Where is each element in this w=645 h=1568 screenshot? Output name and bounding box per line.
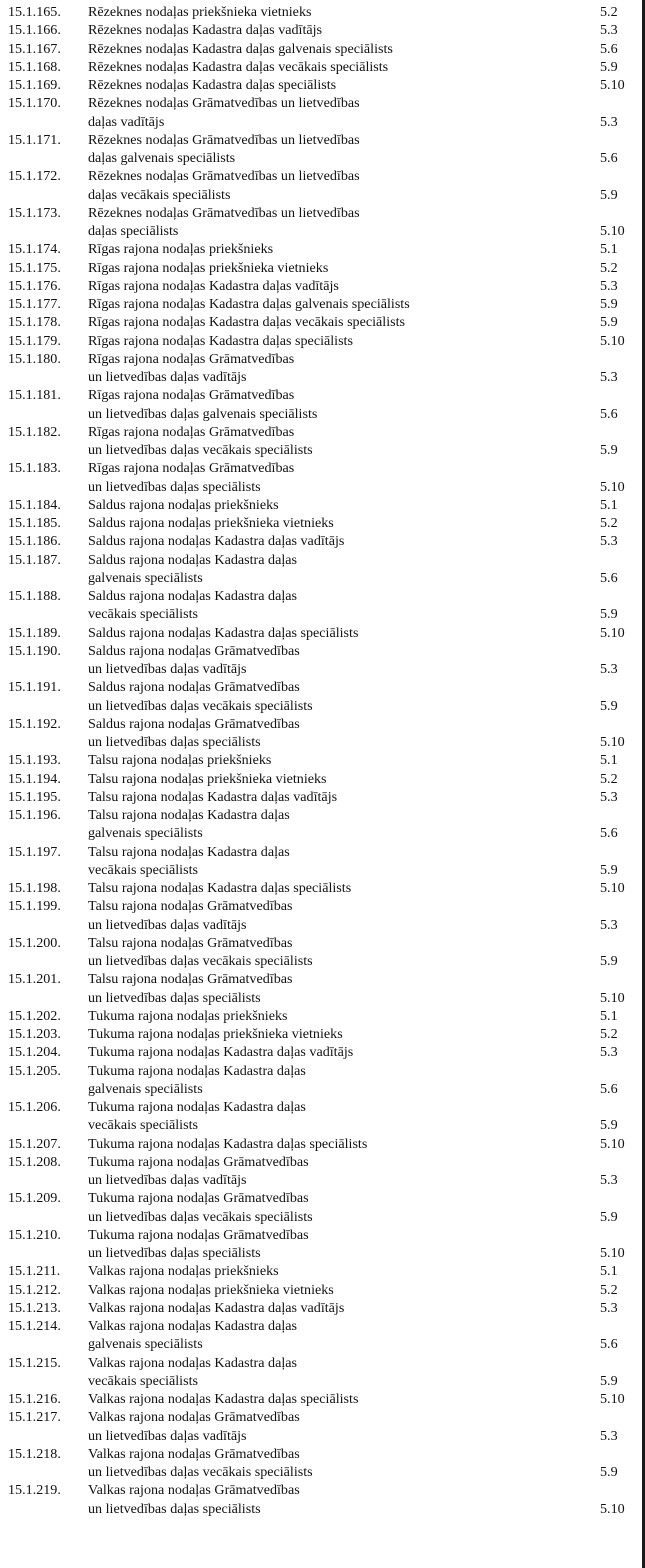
salary-group-code: 5.2 [600, 4, 618, 20]
salary-group-code: 5.2 [600, 770, 618, 787]
list-item [0, 514, 645, 532]
salary-group-code: 5.2 [600, 1281, 618, 1298]
salary-group-code: 5.6 [600, 1080, 618, 1097]
item-number: 15.1.217. [8, 1409, 61, 1426]
list-item [0, 1262, 645, 1280]
list-item [0, 1153, 645, 1190]
salary-group-code: 5.9 [600, 1117, 618, 1134]
salary-group-code: 5.3 [600, 533, 618, 550]
position-title: Rīgas rajona nodaļas Grāmatvedības un lietvedības daļas vecākais speciālists [88, 423, 313, 458]
position-title: Saldus rajona nodaļas Kadastra daļas vecākais speciālists [88, 588, 297, 623]
item-number: 15.1.180. [8, 350, 61, 367]
position-title: Tukuma rajona nodaļas Grāmatvedības un lietvedības daļas vecākais speciālists [88, 1190, 313, 1225]
salary-group-code: 5.10 [600, 223, 625, 239]
item-number: 15.1.185. [8, 515, 61, 531]
item-number: 15.1.193. [8, 752, 61, 769]
salary-group-code: 5.3 [600, 277, 618, 294]
salary-group-code: 5.9 [600, 1464, 618, 1480]
list-item [0, 76, 645, 94]
item-number: 15.1.178. [8, 314, 61, 331]
list-item [0, 295, 645, 313]
list-item [0, 587, 645, 624]
item-number: 15.1.172. [8, 168, 61, 185]
position-title: Rēzeknes nodaļas Grāmatvedības un lietvedības daļas vecākais speciālists [88, 168, 360, 203]
position-title: Tukuma rajona nodaļas Kadastra daļas vecākais speciālists [88, 1099, 306, 1134]
salary-group-code: 5.1 [600, 1007, 618, 1024]
salary-group-code: 5.9 [600, 314, 618, 331]
salary-group-code: 5.3 [600, 369, 618, 385]
position-title: Talsu rajona nodaļas Kadastra daļas vecākais speciālists [88, 843, 290, 878]
item-number: 15.1.196. [8, 807, 61, 823]
list-item [0, 624, 645, 642]
salary-group-code: 5.6 [600, 825, 618, 842]
list-item [0, 806, 645, 843]
position-title: Rēzeknes nodaļas Kadastra daļas vadītājs [88, 22, 323, 39]
salary-group-code: 5.3 [600, 1299, 618, 1316]
item-number: 15.1.169. [8, 77, 61, 93]
list-item [0, 970, 645, 1007]
item-number: 15.1.183. [8, 460, 61, 477]
position-title: Rīgas rajona nodaļas priekšnieks [88, 241, 274, 258]
list-item [0, 879, 645, 897]
item-number: 15.1.212. [8, 1281, 61, 1298]
list-item [0, 1390, 645, 1408]
salary-group-code: 5.1 [600, 1263, 618, 1280]
list-item [0, 788, 645, 806]
position-title: Valkas rajona nodaļas Grāmatvedības un lietvedības daļas vadītājs [88, 1409, 300, 1444]
salary-group-code: 5.3 [600, 1044, 618, 1061]
position-title: Rīgas rajona nodaļas Grāmatvedības un lietvedības daļas galvenais speciālists [88, 387, 318, 422]
list-item [0, 1408, 645, 1445]
position-title: Talsu rajona nodaļas priekšnieks [88, 752, 272, 769]
salary-group-code: 5.10 [600, 1391, 625, 1407]
position-title: Tukuma rajona nodaļas Kadastra daļas vadītājs [88, 1044, 354, 1061]
list-item [0, 1062, 645, 1099]
position-title: Tukuma rajona nodaļas Grāmatvedības un lietvedības daļas vadītājs [88, 1153, 309, 1188]
list-item [0, 3, 645, 21]
position-title: Saldus rajona nodaļas priekšnieka vietnieks [88, 515, 334, 531]
list-item [0, 259, 645, 277]
item-number: 15.1.179. [8, 332, 61, 349]
list-item [0, 496, 645, 514]
item-number: 15.1.184. [8, 496, 61, 513]
salary-group-code: 5.10 [600, 1500, 625, 1517]
list-item [0, 131, 645, 168]
position-title: Valkas rajona nodaļas Kadastra daļas vecākais speciālists [88, 1354, 297, 1389]
position-title: Valkas rajona nodaļas Kadastra daļas speciālists [88, 1391, 359, 1407]
item-number: 15.1.194. [8, 770, 61, 787]
position-title: Rēzeknes nodaļas Grāmatvedības un lietvedības daļas galvenais speciālists [88, 131, 360, 166]
salary-group-code: 5.10 [600, 989, 625, 1006]
salary-group-code: 5.9 [600, 296, 618, 312]
list-item [0, 21, 645, 39]
salary-group-code: 5.2 [600, 259, 618, 276]
position-title: Saldus rajona nodaļas Grāmatvedības un lietvedības daļas speciālists [88, 715, 300, 750]
item-number: 15.1.177. [8, 296, 61, 312]
position-title: Rīgas rajona nodaļas Grāmatvedības un lietvedības daļas speciālists [88, 460, 295, 495]
item-number: 15.1.192. [8, 715, 61, 732]
position-title: Rēzeknes nodaļas Kadastra daļas vecākais speciālists [88, 58, 389, 75]
item-number: 15.1.215. [8, 1354, 61, 1371]
position-title: Valkas rajona nodaļas Grāmatvedības un lietvedības daļas vecākais speciālists [88, 1445, 313, 1480]
position-title: Rīgas rajona nodaļas Kadastra daļas galvenais speciālists [88, 296, 410, 312]
list-item [0, 1043, 645, 1061]
item-number: 15.1.218. [8, 1445, 61, 1462]
item-number: 15.1.202. [8, 1007, 61, 1024]
salary-group-code: 5.10 [600, 734, 625, 750]
item-number: 15.1.201. [8, 971, 61, 988]
list-item [0, 642, 645, 679]
item-number: 15.1.176. [8, 277, 61, 294]
list-item [0, 1007, 645, 1025]
salary-group-code: 5.3 [600, 1427, 618, 1444]
position-title: Rīgas rajona nodaļas priekšnieka vietnieks [88, 259, 329, 276]
salary-group-code: 5.2 [600, 515, 618, 531]
position-title: Tukuma rajona nodaļas Kadastra daļas galvenais speciālists [88, 1062, 306, 1097]
salary-group-code: 5.10 [600, 1245, 625, 1261]
item-number: 15.1.187. [8, 551, 61, 568]
position-title: Valkas rajona nodaļas Kadastra daļas galvenais speciālists [88, 1318, 297, 1353]
salary-group-code: 5.9 [600, 442, 618, 458]
item-number: 15.1.213. [8, 1299, 61, 1316]
item-number: 15.1.182. [8, 423, 61, 440]
item-number: 15.1.195. [8, 788, 61, 805]
list-item [0, 1445, 645, 1482]
item-number: 15.1.208. [8, 1153, 61, 1170]
position-title: Rīgas rajona nodaļas Kadastra daļas speciālists [88, 332, 353, 349]
position-title: Valkas rajona nodaļas Kadastra daļas vadītājs [88, 1299, 345, 1316]
position-title: Talsu rajona nodaļas Kadastra daļas speciālists [88, 880, 352, 896]
position-title: Saldus rajona nodaļas Kadastra daļas vadītājs [88, 533, 345, 550]
item-number: 15.1.167. [8, 40, 61, 57]
list-item [0, 167, 645, 204]
item-number: 15.1.211. [8, 1263, 61, 1280]
salary-group-code: 5.1 [600, 496, 618, 513]
list-item [0, 423, 645, 460]
salary-group-code: 5.9 [600, 186, 618, 203]
item-number: 15.1.190. [8, 642, 61, 659]
item-number: 15.1.171. [8, 131, 61, 148]
list-item [0, 770, 645, 788]
salary-group-code: 5.6 [600, 40, 618, 57]
item-number: 15.1.219. [8, 1482, 61, 1499]
position-title: Valkas rajona nodaļas priekšnieka vietnieks [88, 1281, 334, 1298]
item-number: 15.1.210. [8, 1226, 61, 1243]
salary-group-code: 5.3 [600, 1172, 618, 1188]
list-item [0, 58, 645, 76]
position-title: Rīgas rajona nodaļas Kadastra daļas vecākais speciālists [88, 314, 405, 331]
item-number: 15.1.170. [8, 95, 61, 112]
item-number: 15.1.174. [8, 241, 61, 258]
salary-group-code: 5.1 [600, 241, 618, 258]
salary-group-code: 5.9 [600, 953, 618, 969]
list-item [0, 1226, 645, 1263]
position-title: Talsu rajona nodaļas Kadastra daļas vadītājs [88, 788, 338, 805]
list-item [0, 1317, 645, 1354]
list-item [0, 551, 645, 588]
salary-group-code: 5.1 [600, 752, 618, 769]
item-number: 15.1.207. [8, 1135, 61, 1152]
salary-group-code: 5.3 [600, 113, 618, 130]
item-number: 15.1.197. [8, 843, 61, 860]
list-item [0, 1135, 645, 1153]
salary-group-code: 5.9 [600, 697, 618, 714]
salary-group-code: 5.2 [600, 1026, 618, 1042]
position-title: Rēzeknes nodaļas Grāmatvedības un lietvedības daļas speciālists [88, 204, 360, 239]
item-number: 15.1.203. [8, 1026, 61, 1042]
item-number: 15.1.199. [8, 898, 61, 915]
list-item [0, 897, 645, 934]
position-title: Rēzeknes nodaļas Kadastra daļas galvenais speciālists [88, 40, 393, 57]
item-number: 15.1.166. [8, 22, 61, 39]
salary-group-code: 5.10 [600, 1135, 625, 1152]
position-title: Rēzeknes nodaļas priekšnieka vietnieks [88, 4, 312, 20]
list-item [0, 678, 645, 715]
list-item [0, 715, 645, 752]
salary-group-code: 5.3 [600, 788, 618, 805]
position-title: Saldus rajona nodaļas Grāmatvedības un lietvedības daļas vecākais speciālists [88, 679, 313, 714]
item-number: 15.1.168. [8, 58, 61, 75]
list-item [0, 313, 645, 331]
salary-group-code: 5.9 [600, 606, 618, 623]
salary-group-code: 5.6 [600, 1336, 618, 1353]
position-title: Talsu rajona nodaļas Kadastra daļas galvenais speciālists [88, 807, 290, 842]
item-number: 15.1.209. [8, 1190, 61, 1207]
position-title: Talsu rajona nodaļas Grāmatvedības un lietvedības daļas vadītājs [88, 898, 293, 933]
item-number: 15.1.216. [8, 1391, 61, 1407]
position-title: Talsu rajona nodaļas Grāmatvedības un lietvedības daļas vecākais speciālists [88, 934, 313, 969]
position-title: Tukuma rajona nodaļas priekšnieka vietnieks [88, 1026, 343, 1042]
position-title: Talsu rajona nodaļas Grāmatvedības un lietvedības daļas speciālists [88, 971, 293, 1006]
item-number: 15.1.205. [8, 1062, 61, 1079]
item-number: 15.1.204. [8, 1044, 61, 1061]
list-item [0, 1481, 645, 1518]
position-title: Talsu rajona nodaļas priekšnieka vietnieks [88, 770, 327, 787]
salary-group-code: 5.9 [600, 861, 618, 878]
position-title: Saldus rajona nodaļas Kadastra daļas galvenais speciālists [88, 551, 297, 586]
list-item [0, 1098, 645, 1135]
position-title: Saldus rajona nodaļas Kadastra daļas speciālists [88, 624, 359, 641]
list-item [0, 277, 645, 295]
list-item [0, 204, 645, 241]
salary-group-code: 5.6 [600, 405, 618, 422]
list-item [0, 350, 645, 387]
list-item [0, 459, 645, 496]
item-number: 15.1.188. [8, 588, 61, 604]
item-number: 15.1.175. [8, 259, 61, 276]
list-item [0, 1354, 645, 1391]
list-item [0, 240, 645, 258]
list-item [0, 1025, 645, 1043]
position-title: Rēzeknes nodaļas Kadastra daļas speciālists [88, 77, 337, 93]
position-title: Valkas rajona nodaļas priekšnieks [88, 1263, 279, 1280]
salary-group-code: 5.10 [600, 880, 625, 896]
salary-group-code: 5.3 [600, 916, 618, 933]
salary-group-code: 5.9 [600, 1372, 618, 1389]
list-item [0, 386, 645, 423]
item-number: 15.1.186. [8, 533, 61, 550]
item-number: 15.1.189. [8, 624, 61, 641]
list-item [0, 1189, 645, 1226]
document-page [0, 3, 645, 1518]
item-number: 15.1.206. [8, 1099, 61, 1115]
list-item [0, 532, 645, 550]
salary-group-code: 5.10 [600, 332, 625, 349]
list-item [0, 40, 645, 58]
list-item [0, 934, 645, 971]
position-title: Saldus rajona nodaļas priekšnieks [88, 496, 279, 513]
salary-group-code: 5.9 [600, 58, 618, 75]
salary-group-code: 5.10 [600, 77, 625, 93]
position-title: Rīgas rajona nodaļas Grāmatvedības un lietvedības daļas vadītājs [88, 350, 295, 385]
salary-group-code: 5.6 [600, 569, 618, 586]
position-title: Rīgas rajona nodaļas Kadastra daļas vadītājs [88, 277, 339, 294]
position-title: Valkas rajona nodaļas Grāmatvedības un lietvedības daļas speciālists [88, 1482, 300, 1517]
salary-group-code: 5.10 [600, 478, 625, 495]
salary-group-code: 5.9 [600, 1208, 618, 1225]
salary-group-code: 5.3 [600, 661, 618, 677]
position-title: Saldus rajona nodaļas Grāmatvedības un lietvedības daļas vadītājs [88, 642, 300, 677]
item-number: 15.1.214. [8, 1318, 61, 1334]
list-item [0, 94, 645, 131]
position-title: Tukuma rajona nodaļas Grāmatvedības un lietvedības daļas speciālists [88, 1226, 309, 1261]
list-item [0, 1299, 645, 1317]
salary-group-code: 5.6 [600, 150, 618, 166]
list-item [0, 751, 645, 769]
position-title: Tukuma rajona nodaļas Kadastra daļas speciālists [88, 1135, 368, 1152]
position-title: Rēzeknes nodaļas Grāmatvedības un lietvedības daļas vadītājs [88, 95, 360, 130]
list-item [0, 1281, 645, 1299]
salary-group-code: 5.3 [600, 22, 618, 39]
salary-group-code: 5.10 [600, 624, 625, 641]
item-number: 15.1.198. [8, 880, 61, 896]
item-number: 15.1.173. [8, 204, 61, 221]
item-number: 15.1.191. [8, 679, 61, 696]
item-number: 15.1.165. [8, 4, 61, 20]
item-number: 15.1.181. [8, 387, 61, 404]
position-list [0, 3, 645, 1518]
position-title: Tukuma rajona nodaļas priekšnieks [88, 1007, 288, 1024]
list-item [0, 843, 645, 880]
item-number: 15.1.200. [8, 934, 61, 951]
list-item [0, 332, 645, 350]
